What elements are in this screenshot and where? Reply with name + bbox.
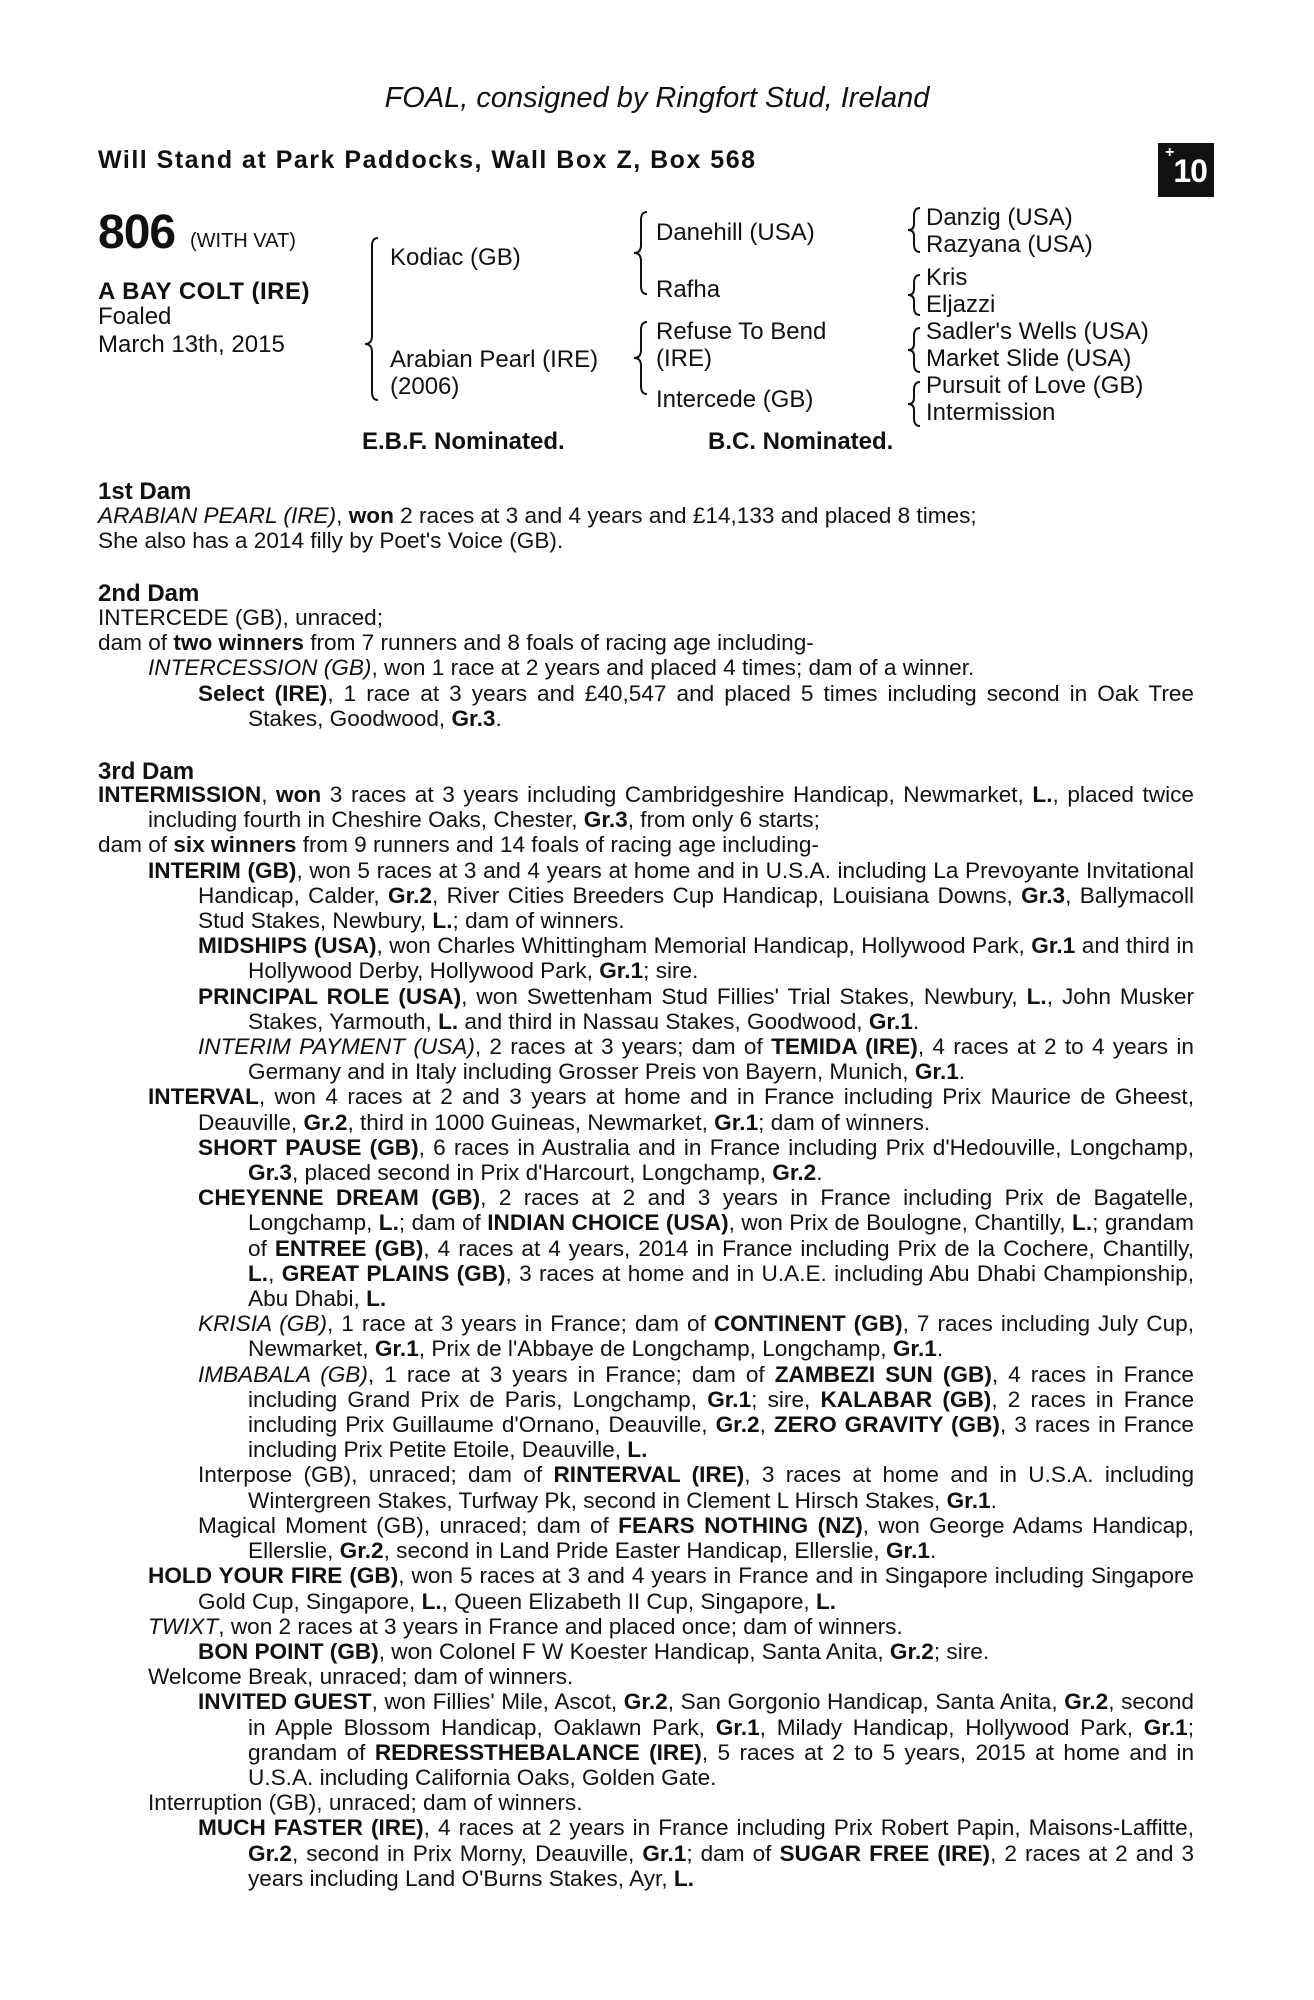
grandsire-4: Pursuit of Love (GB) xyxy=(926,372,1144,399)
grandsire-3: Sadler's Wells (USA) xyxy=(926,318,1149,345)
brace-dd xyxy=(908,382,920,426)
granddam-3: Market Slide (USA) xyxy=(926,345,1132,372)
grandsire-1: Danzig (USA) xyxy=(926,204,1073,231)
dam-name: Arabian Pearl (IRE) xyxy=(390,346,599,373)
dam-sire xyxy=(656,318,826,372)
foaled-date: March 13th, 2015 xyxy=(98,331,285,358)
dam-sire-name: Refuse To Bend xyxy=(656,318,827,345)
brace-ds xyxy=(908,328,920,372)
brace-sire xyxy=(634,212,647,294)
badge-number: 10 xyxy=(1173,153,1207,189)
foaled-label: Foaled xyxy=(98,303,172,330)
second-dam-body: INTERCEDE (GB), unraced; dam of two winners from 7 runners and 8 foals of racing age including- INTERCESSION (GB), won 1 race at 2 years and placed 4 times; dam of a winner. Select (IRE), 1 race at 3 years and £40,547 and placed 5 times including second in Oak Tree Stakes, Goodwood, Gr.3. xyxy=(98,605,1194,731)
granddam-4: Intermission xyxy=(926,399,1056,426)
badge-plus: + xyxy=(1165,144,1174,161)
ebf-nomination: E.B.F. Nominated. xyxy=(362,428,565,455)
lot-number: 806 xyxy=(98,206,176,259)
vat-note: (WITH VAT) xyxy=(190,230,296,252)
granddam-1: Razyana (USA) xyxy=(926,231,1093,258)
second-dam-heading: 2nd Dam xyxy=(98,580,200,607)
third-dam-heading: 3rd Dam xyxy=(98,758,195,785)
third-dam-body: INTERMISSION, won 3 races at 3 years including Cambridgeshire Handicap, Newmarket, L., placed twice including fourth in Cheshire Oaks, Chester, Gr.3, from only 6 starts; dam of six winners from 9 runners and 14 foals of racing age including- INTERIM (GB), won 5 races at 3 and 4 years at home and in U.S.A. including La Prevoyante Invitational Handicap, Calder, Gr.2, River Cities Breeders Cup Handicap, Louisiana Downs, Gr.3, Ballymacoll Stud Stakes, Newbury, L.; dam of winners. MIDSHIPS (USA), won Charles Whittingham Memorial Handicap, Hollywood Park, Gr.1 and third in Hollywood Derby, Hollywood Park, Gr.1; sire. PRINCIPAL ROLE (USA), won Swettenham Stud Fillies' Trial Stakes, Newbury, L., John Musker Stakes, Yarmouth, L. and third in Nassau Stakes, Goodwood, Gr.1. INTERIM PAYMENT (USA), 2 races at 3 years; dam of TEMIDA (IRE), 4 races at 2 to 4 years in Germany and in Italy including Grosser Preis von Bayern, Munich, Gr.1. INTERVAL, won 4 races at 2 and 3 years at home and in France including Prix Maurice de Gheest, Deauville, Gr.2, third in 1000 Guineas, Newmarket, Gr.1; dam of winners. SHORT PAUSE (GB), 6 races in Australia and in France including Prix d'Hedouville, Longchamp, Gr.3, placed second in Prix d'Harcourt, Longchamp, Gr.2. CHEYENNE DREAM (GB), 2 races at 2 and 3 years in France including Prix de Bagatelle, Longchamp, L.; dam of INDIAN CHOICE (USA), won Prix de Boulogne, Chantilly, L.; grandam of ENTREE (GB), 4 races at 4 years, 2014 in France including Prix de la Cochere, Chantilly, L., GREAT PLAINS (GB), 3 races at home and in U.A.E. including Abu Dhabi Championship, Abu Dhabi, L. KRISIA (GB), 1 race at 3 years in France; dam of CONTINENT (GB), 7 races including July Cup, Newmarket, Gr.1, Prix de l'Abbaye de Longchamp, Longchamp, Gr.1. IMBABALA (GB), 1 race at 3 years in France; dam of ZAMBEZI SUN (GB), 4 races in France including Grand Prix de Paris, Longchamp, Gr.1; sire, KALABAR (GB), 2 races in France including Prix Guillaume d'Ornano, Deauville, Gr.2, ZERO GRAVITY (GB), 3 races in France including Prix Petite Etoile, Deauville, L. Interpose (GB), unraced; dam of RINTERVAL (IRE), 3 races at home and in U.S.A. including Wintergreen Stakes, Turfway Pk, second in Clement L Hirsch Stakes, Gr.1. Magical Moment (GB), unraced; dam of FEARS NOTHING (NZ), won George Adams Handicap, Ellerslie, Gr.2, second in Land Pride Easter Handicap, Ellerslie, Gr.1. HOLD YOUR FIRE (GB), won 5 races at 3 and 4 years in France and in Singapore including Singapore Gold Cup, Singapore, L., Queen Elizabeth II Cup, Singapore, L. TWIXT, won 2 races at 3 years in France and placed once; dam of winners. BON POINT (GB), won Colonel F W Koester Handicap, Santa Anita, Gr.2; sire. Welcome Break, unraced; dam of winners. INVITED GUEST, won Fillies' Mile, Ascot, Gr.2, San Gorgonio Handicap, Santa Anita, Gr.2, second in Apple Blossom Handicap, Oaklawn Park, Gr.1, Milady Handicap, Hollywood Park, Gr.1; grandam of REDRESSTHEBALANCE (IRE), 5 races at 2 to 5 years, 2015 at home and in U.S.A. including California Oaks, Golden Gate. Interruption (GB), unraced; dam of winners. MUCH FASTER (IRE), 4 races at 2 years in France including Prix Robert Papin, Maisons-Laffitte, Gr.2, second in Prix Morny, Deauville, Gr.1; dam of SUGAR FREE (IRE), 2 races at 2 and 3 years including Land O'Burns Stakes, Ayr, L. xyxy=(98,782,1195,1891)
sire-sire: Danehill (USA) xyxy=(656,219,815,246)
bc-nomination: B.C. Nominated. xyxy=(708,428,894,455)
grandsire-2: Kris xyxy=(926,264,968,291)
dam-year: (2006) xyxy=(390,373,460,400)
brace-sd xyxy=(908,275,920,315)
brace-ss xyxy=(908,208,920,252)
dam xyxy=(390,346,598,400)
dam-dam: Intercede (GB) xyxy=(656,386,814,413)
first-dam-heading: 1st Dam xyxy=(98,478,192,505)
first-dam-body: ARABIAN PEARL (IRE), won 2 races at 3 and 4 years and £14,133 and placed 8 times; She also has a 2014 filly by Poet's Voice (GB). xyxy=(98,503,977,554)
granddam-2: Eljazzi xyxy=(926,291,996,318)
sire-dam: Rafha xyxy=(656,276,721,303)
brace-dam xyxy=(634,322,647,394)
brace-main xyxy=(365,238,378,400)
stand-location: Will Stand at Park Paddocks, Wall Box Z, Box 568 xyxy=(98,146,757,174)
dam-sire-country: (IRE) xyxy=(656,345,712,372)
lot-title: A BAY COLT (IRE) xyxy=(98,278,311,305)
sire: Kodiac (GB) xyxy=(390,244,521,271)
consignment-line: FOAL, consigned by Ringfort Stud, Ireland xyxy=(384,82,930,114)
